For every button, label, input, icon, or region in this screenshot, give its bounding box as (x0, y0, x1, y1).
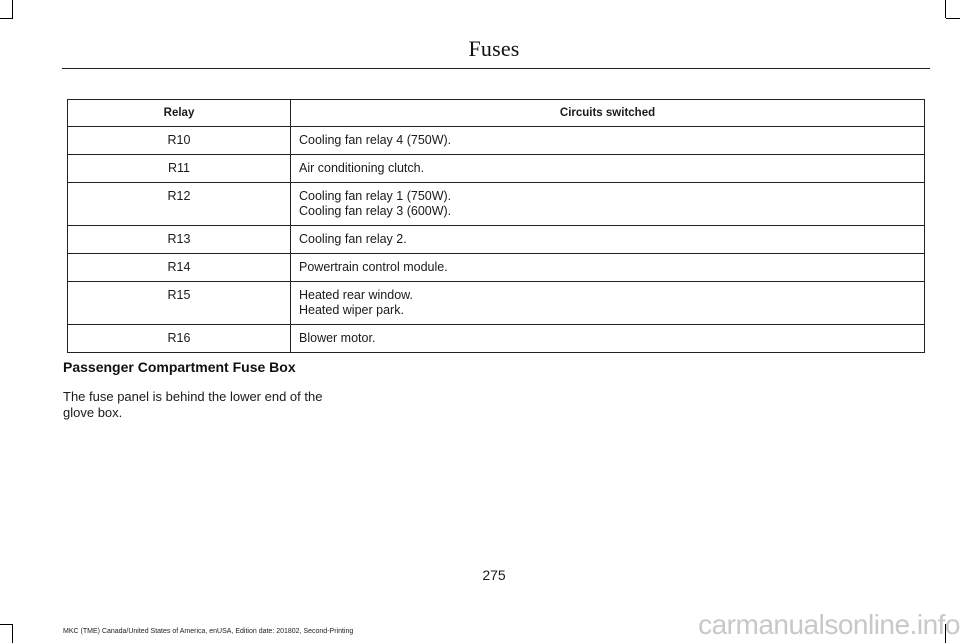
table-row (68, 325, 925, 353)
crop-mark (12, 0, 13, 18)
crop-mark (0, 18, 13, 19)
column-header-relay: Relay (68, 100, 291, 127)
circuit-line: Cooling fan relay 1 (750W). (299, 189, 452, 203)
circuit-line: Air conditioning clutch. (299, 161, 425, 175)
circuit-line: Heated rear window. (299, 288, 413, 302)
circuit-line: Blower motor. (299, 331, 376, 345)
header-divider (62, 68, 930, 69)
column-header-circuits: Circuits switched (291, 100, 925, 127)
circuits-cell (291, 325, 925, 353)
section-paragraph: The fuse panel is behind the lower end of the glove box. (63, 389, 323, 420)
relay-cell: R11 (68, 155, 291, 183)
circuit-line: Powertrain control module. (299, 260, 448, 274)
table-header-row (68, 100, 925, 127)
page-title: Fuses (468, 36, 520, 61)
table-row (68, 127, 925, 155)
relay-cell: R14 (68, 254, 291, 282)
circuit-line: Heated wiper park. (299, 303, 404, 317)
page-number: 275 (482, 567, 506, 583)
circuits-cell (291, 127, 925, 155)
table-row (68, 155, 925, 183)
relay-table (67, 99, 925, 353)
footer-text: MKC (TME) Canada/United States of America, enUSA, Edition date: 201802, Second-Printing (63, 628, 354, 635)
relay-cell: R10 (68, 127, 291, 155)
table-row (68, 183, 925, 226)
table-row (68, 226, 925, 254)
crop-mark (12, 624, 13, 643)
circuits-cell (291, 254, 925, 282)
circuit-line: Cooling fan relay 4 (750W). (299, 133, 452, 147)
table-row (68, 282, 925, 325)
watermark: carmanualsonline.info (698, 609, 960, 640)
relay-cell: R13 (68, 226, 291, 254)
section-heading: Passenger Compartment Fuse Box (63, 359, 296, 375)
relay-cell: R15 (68, 282, 291, 325)
circuits-cell (291, 282, 925, 325)
relay-cell: R12 (68, 183, 291, 226)
circuits-cell (291, 226, 925, 254)
crop-mark (945, 0, 946, 18)
relay-cell: R16 (68, 325, 291, 353)
circuits-cell (291, 183, 925, 226)
circuit-line: Cooling fan relay 2. (299, 232, 407, 246)
crop-mark (0, 624, 13, 625)
table-row (68, 254, 925, 282)
circuits-cell (291, 155, 925, 183)
circuit-line: Cooling fan relay 3 (600W). (299, 204, 452, 218)
crop-mark (946, 18, 960, 19)
